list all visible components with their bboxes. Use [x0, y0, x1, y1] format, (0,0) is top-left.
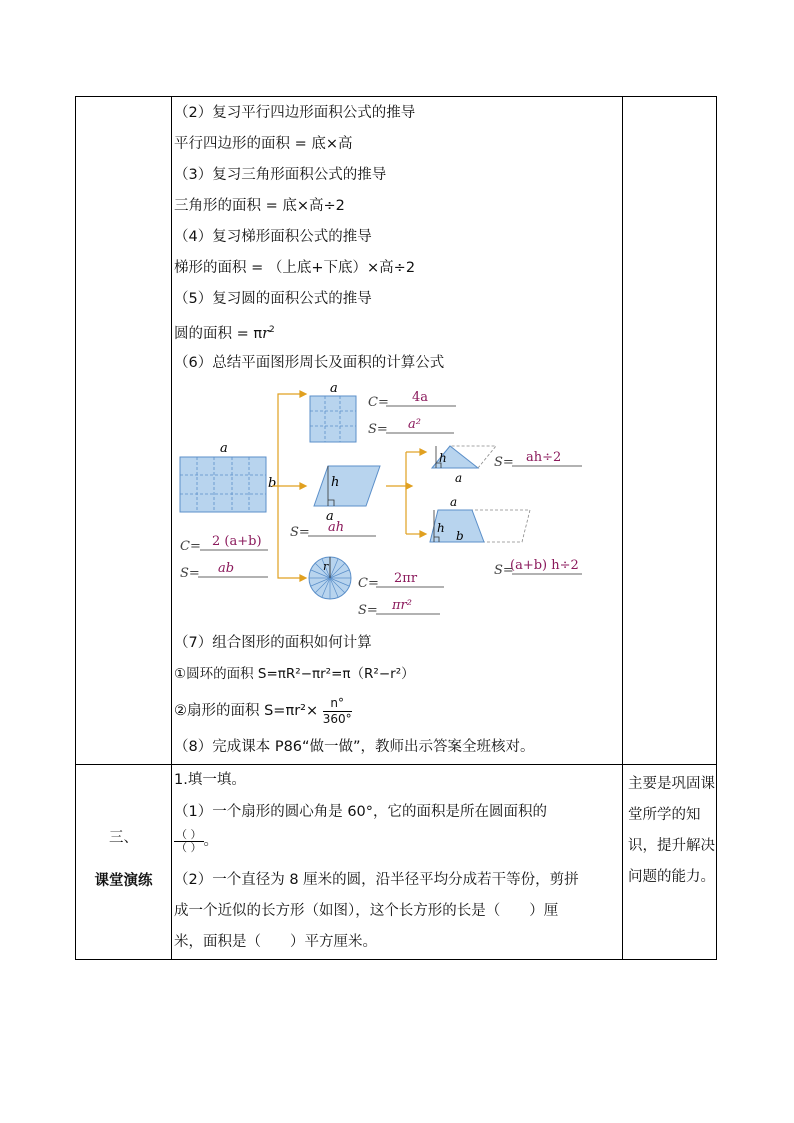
practice-q2-line1: （2）一个直径为 8 厘米的圆，沿半径平均分成若干等份，剪拼	[174, 872, 579, 888]
review-line-5-title: （5）复习圆的面积公式的推导	[174, 291, 372, 307]
parallelogram-h-label: h	[331, 475, 340, 490]
sector-area-prefix: ②扇形的面积 S=πr²×	[174, 703, 319, 719]
sector-fraction-den: 360°	[322, 711, 352, 726]
review-line-4-title: （4）复习梯形面积公式的推导	[174, 229, 372, 245]
circle-area-r: r	[262, 325, 270, 342]
practice-q2-line3: 米，面积是（ ）平方厘米。	[174, 934, 377, 950]
square-c-value: 4a	[412, 390, 429, 405]
circle-c-label: C=	[358, 576, 379, 591]
trapezoid-b-label: b	[456, 529, 464, 543]
rect-c-value: 2 (a+b)	[212, 534, 262, 549]
lesson-table	[75, 96, 717, 960]
rect-b-label: b	[268, 476, 277, 491]
parallelogram-s-value: ah	[328, 520, 345, 535]
practice-q1: （1）一个扇形的圆心角是 60°，它的面积是所在圆面积的	[174, 804, 548, 820]
review-line-3-formula: 三角形的面积 = 底×高÷2	[174, 198, 345, 214]
parallelogram-shape	[314, 466, 380, 506]
circle-shape	[309, 557, 351, 599]
rect-s-label: S=	[180, 566, 200, 581]
review-line-6-title: （6）总结平面图形周长及面积的计算公式	[174, 355, 445, 371]
circle-area-prefix: 圆的面积 = π	[174, 325, 263, 342]
sector-fraction	[323, 696, 352, 727]
rect-a-label: a	[220, 441, 228, 456]
section-name: 课堂演练	[94, 873, 153, 889]
trapezoid-h-label: h	[437, 521, 445, 535]
circle-c-value: 2πr	[394, 571, 418, 586]
q1-fraction-den: （ ）	[176, 840, 202, 854]
parallelogram-s-label: S=	[290, 525, 310, 540]
triangle-h-label: h	[439, 451, 447, 465]
review-cell	[172, 97, 622, 764]
trapezoid-shape	[430, 510, 530, 542]
review-line-4-formula: 梯形的面积 = （上底+下底）×高÷2	[174, 260, 416, 276]
triangle-s-value: ah÷2	[526, 450, 562, 465]
triangle-a-label: a	[455, 471, 463, 485]
practice-title: 1.填一填。	[174, 772, 246, 788]
rect-c-label: C=	[180, 539, 201, 554]
trapezoid-s-value: (a+b) h÷2	[510, 558, 579, 573]
trapezoid-s-label: S=	[494, 563, 514, 578]
square-c-label: C=	[368, 395, 389, 410]
review-line-2-title: （2）复习平行四边形面积公式的推导	[174, 105, 416, 121]
sector-area-formula	[174, 693, 352, 729]
triangle-s-label: S=	[494, 455, 514, 470]
column-divider	[622, 97, 623, 959]
rectangle-shape	[180, 457, 266, 512]
rect-s-value: ab	[218, 561, 235, 576]
parallelogram-a-label: a	[326, 509, 334, 524]
ring-area-formula: ①圆环的面积 S=πR²−πr²=π（R²−r²）	[174, 666, 415, 682]
practice-q2-line2: 成一个近似的长方形（如图），这个长方形的长是（ ）厘	[174, 903, 559, 919]
review-line-5-formula	[174, 320, 275, 344]
practice-cell	[172, 764, 622, 960]
circle-area-sup: 2	[269, 325, 275, 335]
review-line-3-title: （3）复习三角形面积公式的推导	[174, 167, 387, 183]
review-line-7-title: （7）组合图形的面积如何计算	[174, 635, 372, 651]
formula-diagram	[172, 382, 622, 622]
square-s-label: S=	[368, 422, 388, 437]
circle-s-label: S=	[358, 603, 378, 618]
section-number: 三、	[109, 830, 138, 846]
square-a-label: a	[330, 382, 338, 396]
q1-fraction	[174, 829, 204, 854]
practice-q1-blank	[174, 826, 218, 856]
circle-s-value: πr²	[392, 598, 412, 613]
teaching-note: 主要是巩固课堂所学的知识，提升解决问题的能力。	[628, 776, 715, 885]
circle-r-label: r	[323, 560, 329, 573]
q1-fraction-num: （ ）	[176, 827, 202, 841]
square-shape	[310, 396, 356, 442]
square-s-value: a²	[408, 417, 421, 432]
trapezoid-a-label: a	[450, 495, 458, 509]
q1-end: 。	[203, 833, 218, 849]
sector-fraction-num: n°	[323, 696, 352, 712]
review-line-2-formula: 平行四边形的面积 = 底×高	[174, 136, 353, 152]
review-line-8: （8）完成课本 P86“做一做”，教师出示答案全班核对。	[174, 739, 535, 755]
